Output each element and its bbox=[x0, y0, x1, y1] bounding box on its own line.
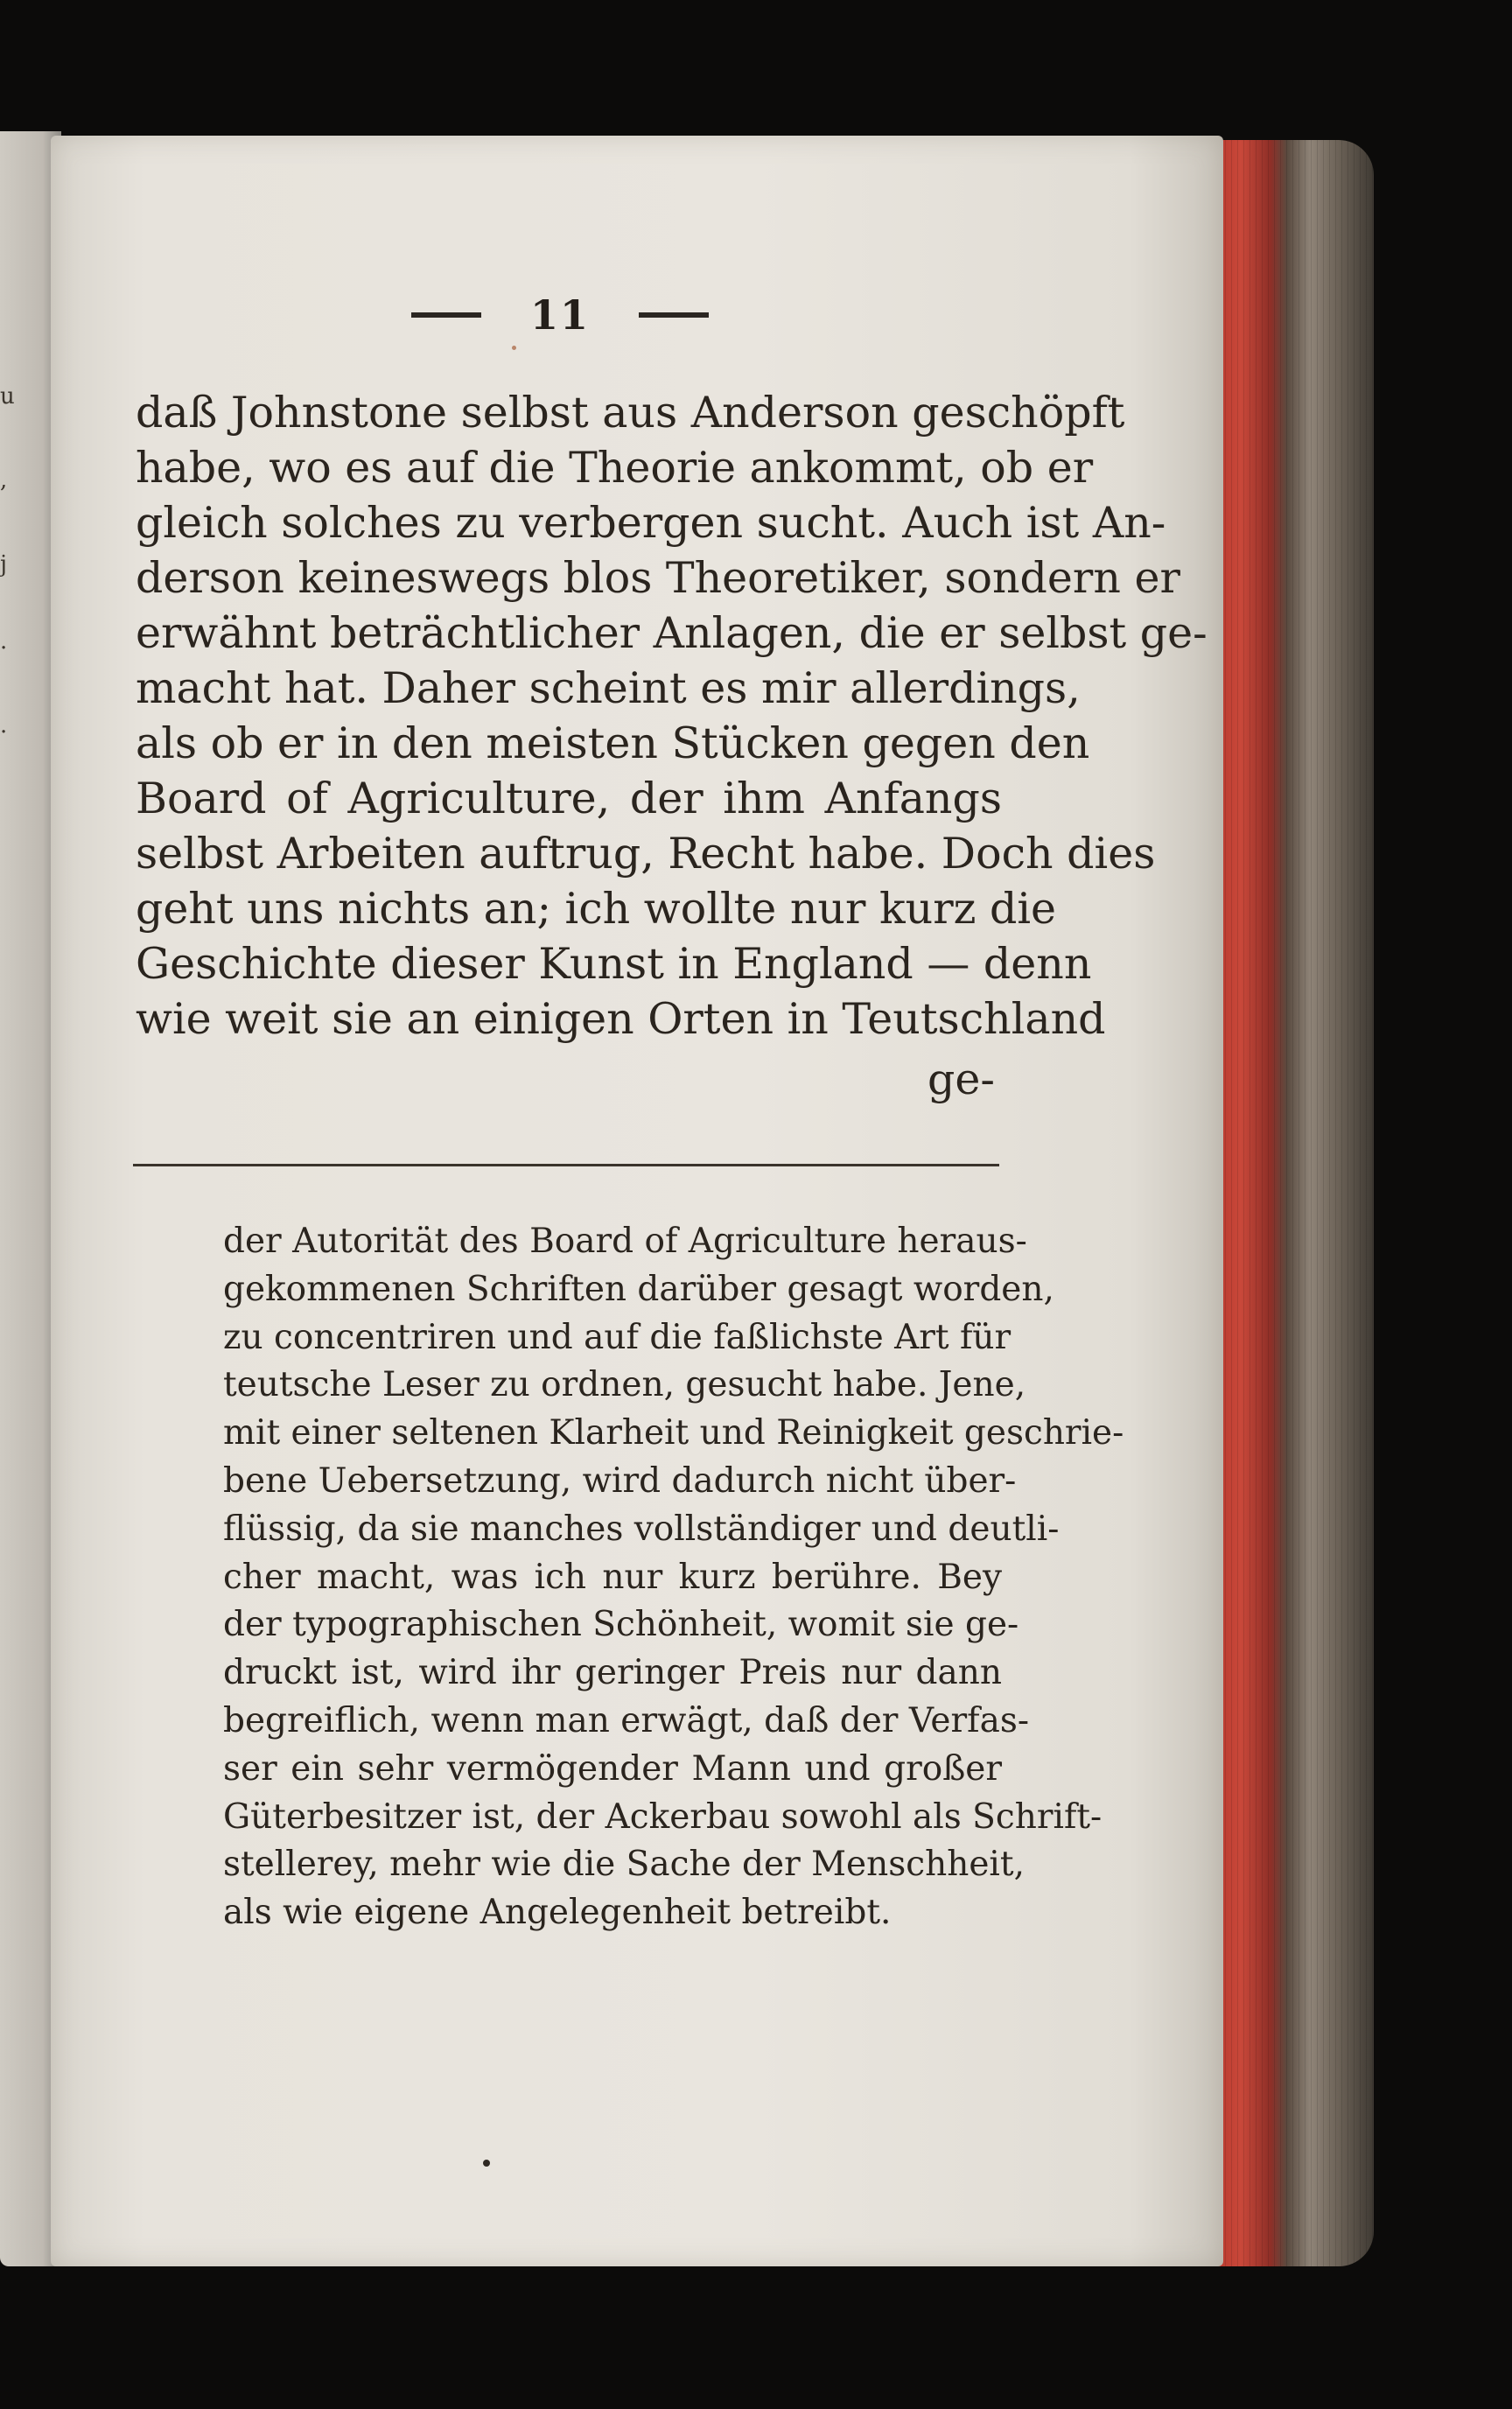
footnote-line: mit einer seltenen Klarheit und Reinigkeit geschrie- bbox=[223, 1413, 1124, 1453]
catchword: ge- bbox=[928, 1054, 995, 1104]
page-number: 11 bbox=[529, 291, 590, 339]
left-mark: · bbox=[0, 635, 8, 662]
text-line: selbst Arbeiten auftrug, Recht habe. Doch dies bbox=[136, 829, 1156, 879]
ink-speck bbox=[512, 346, 516, 350]
book-fore-edge bbox=[1208, 140, 1374, 2266]
left-page-marks bbox=[0, 385, 19, 805]
footnote-line: bene Uebersetzung, wird dadurch nicht über- bbox=[223, 1460, 1017, 1501]
text-line: als ob er in den meisten Stücken gegen den bbox=[136, 718, 1090, 768]
footnote-line: stellerey, mehr wie die Sache der Menschheit, bbox=[223, 1845, 1025, 1885]
text-line: derson keineswegs blos Theoretiker, sondern er bbox=[136, 553, 1180, 603]
footnote-line: als wie eigene Angelegenheit betreibt. bbox=[223, 1893, 892, 1933]
text-line: wie weit sie an einigen Orten in Teutschland bbox=[136, 994, 1106, 1044]
footnote-line: begreiflich, wenn man erwägt, daß der Verfas- bbox=[223, 1700, 1030, 1740]
text-line: erwähnt beträchtlicher Anlagen, die er selbst ge- bbox=[136, 608, 1208, 658]
header-dash-right bbox=[639, 312, 709, 318]
text-line: macht hat. Daher scheint es mir allerdings, bbox=[136, 663, 1081, 713]
left-mark: , bbox=[0, 467, 8, 494]
left-mark: j bbox=[0, 551, 8, 578]
left-mark: u bbox=[0, 383, 15, 410]
footnote-line: gekommenen Schriften darüber gesagt worden, bbox=[223, 1269, 1054, 1309]
footnote-rule bbox=[133, 1164, 999, 1166]
text-line: habe, wo es auf die Theorie ankommt, ob er bbox=[136, 443, 1094, 493]
main-text bbox=[136, 385, 1208, 1047]
footnote-line: zu concentriren und auf die faßlichste Art für bbox=[223, 1317, 1012, 1357]
text-line: daß Johnstone selbst aus Anderson geschöpft bbox=[136, 388, 1125, 438]
footnote-text bbox=[223, 1218, 1124, 1937]
footnote-line: druckt ist, wird ihr geringer Preis nur dann bbox=[223, 1653, 1002, 1693]
ink-speck bbox=[483, 2160, 490, 2167]
text-line: Board of Agriculture, der ihm Anfangs bbox=[136, 774, 1002, 823]
page-header bbox=[411, 289, 709, 341]
header-dash-left bbox=[411, 312, 481, 318]
footnote-line: teutsche Leser zu ordnen, gesucht habe. Jene, bbox=[223, 1365, 1026, 1405]
footnote-line: der typographischen Schönheit, womit sie ge- bbox=[223, 1605, 1019, 1645]
left-mark: · bbox=[0, 719, 8, 746]
footnote-line: der Autorität des Board of Agriculture heraus- bbox=[223, 1222, 1027, 1261]
text-line: Geschichte dieser Kunst in England — denn bbox=[136, 939, 1092, 989]
footnote-line: Güterbesitzer ist, der Ackerbau sowohl als Schrift- bbox=[223, 1796, 1102, 1837]
text-line: geht uns nichts an; ich wollte nur kurz die bbox=[136, 884, 1057, 934]
text-line: gleich solches zu verbergen sucht. Auch ist An- bbox=[136, 498, 1166, 548]
footnote-line: flüssig, da sie manches vollständiger und deutli- bbox=[223, 1509, 1060, 1549]
footnote-line: cher macht, was ich nur kurz berühre. Bey bbox=[223, 1557, 1002, 1597]
footnote-line: ser ein sehr vermögender Mann und großer bbox=[223, 1748, 1002, 1789]
